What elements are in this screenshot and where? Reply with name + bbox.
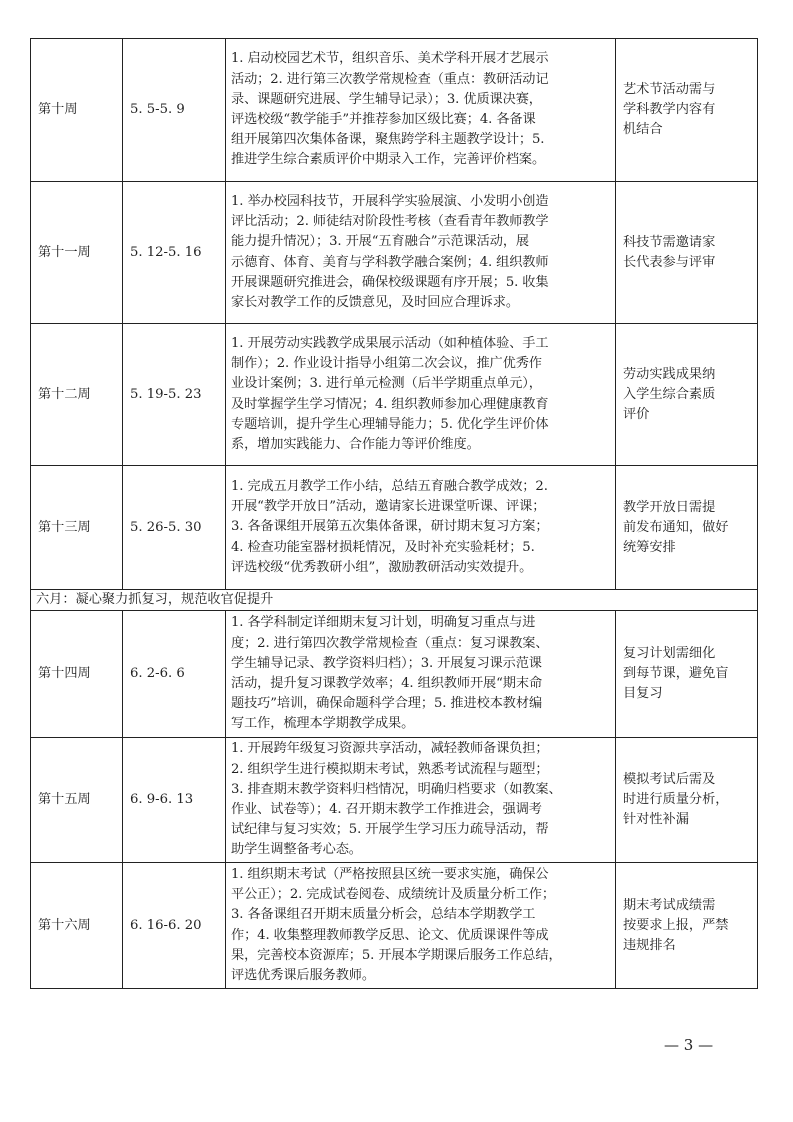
notes-cell-line: 评价 xyxy=(623,406,650,422)
content-cell-line: 家长对教学工作的反馈意见，及时回应合理诉求。 xyxy=(231,294,519,310)
content-cell-line: 作业、试卷等）；4. 召开期末教学工作推进会，强调考 xyxy=(231,802,542,817)
dates-cell: 5. 26-5. 30 xyxy=(123,466,226,590)
notes-cell-line: 时进行质量分析， xyxy=(623,792,729,807)
content-cell xyxy=(226,611,616,738)
dates-cell: 6. 9-6. 13 xyxy=(123,738,226,863)
content-cell-line: 评比活动；2. 师徒结对阶段性考核（查看青年教师教学 xyxy=(231,214,549,230)
content-cell-line: 3. 排查期末教学资料归档情况，明确归档要求（如教案、 xyxy=(231,781,562,797)
content-cell-line: 助学生调整备考心态。 xyxy=(231,842,362,858)
content-cell-line: 1. 开展跨年级复习资源共享活动，减轻教师备课负担； xyxy=(231,741,549,757)
notes-cell-line: 入学生综合素质 xyxy=(623,386,716,402)
content-cell-line: 写工作，梳理本学期教学成果。 xyxy=(231,716,415,732)
content-cell-line: 3. 各备课组召开期末质量分析会，总结本学期教学工 xyxy=(231,907,536,923)
table-row xyxy=(31,39,758,182)
content-cell xyxy=(226,182,616,324)
content-cell-line: 示德育、体育、美育与学科教学融合案例；4. 组织教师 xyxy=(231,254,549,270)
notes-cell-line: 劳动实践成果纳 xyxy=(623,366,716,382)
notes-cell-line: 机结合 xyxy=(623,122,663,137)
notes-cell-line: 复习计划需细化 xyxy=(623,646,716,661)
notes-cell xyxy=(616,863,758,989)
notes-cell xyxy=(616,738,758,863)
notes-cell-line: 模拟考试后需及 xyxy=(623,772,716,787)
dates-cell: 6. 2-6. 6 xyxy=(123,611,226,738)
dates-cell: 5. 19-5. 23 xyxy=(123,324,226,466)
month-heading: 六月：凝心聚力抓复习，规范收官促提升 xyxy=(31,590,758,611)
week-cell: 第十一周 xyxy=(31,182,123,324)
table-row xyxy=(31,466,758,590)
table-row xyxy=(31,182,758,324)
content-cell-line: 业设计案例；3. 进行单元检测（后半学期重点单元）， xyxy=(231,376,542,392)
content-cell-line: 试纪律与复习实效；5. 开展学生学习压力疏导活动，帮 xyxy=(231,822,549,838)
schedule-table xyxy=(30,38,758,989)
content-cell-line: 能力提升情况）；3. 开展“五育融合”示范课活动，展 xyxy=(231,234,529,250)
table-row xyxy=(31,324,758,466)
notes-cell-line: 科技节需邀请家 xyxy=(623,234,716,250)
notes-cell-line: 针对性补漏 xyxy=(623,812,689,827)
notes-cell-line: 按要求上报，严禁 xyxy=(623,917,729,933)
notes-cell xyxy=(616,466,758,590)
notes-cell-line: 目复习 xyxy=(623,686,663,701)
content-cell-line: 2. 组织学生进行模拟期末考试，熟悉考试流程与题型； xyxy=(231,761,549,777)
notes-cell-line: 违规排名 xyxy=(623,937,676,953)
content-cell-line: 活动，提升复习课教学效率；4. 组织教师开展“期末命 xyxy=(231,676,543,691)
content-cell-line: 平公正）；2. 完成试卷阅卷、成绩统计及质量分析工作； xyxy=(231,887,555,903)
content-cell-line: 1. 各学科制定详细期末复习计划，明确复习重点与进 xyxy=(231,615,536,631)
notes-cell xyxy=(616,611,758,738)
week-cell: 第十二周 xyxy=(31,324,123,466)
notes-cell-line: 期末考试成绩需 xyxy=(623,897,716,913)
week-cell: 第十四周 xyxy=(31,611,123,738)
notes-cell-line: 教学开放日需提 xyxy=(623,499,716,515)
content-cell-line: 题技巧”培训，确保命题科学合理；5. 推进校本教材编 xyxy=(231,696,543,712)
content-cell-line: 3. 各备课组开展第五次集体备课，研讨期末复习方案； xyxy=(231,519,549,535)
content-cell-line: 1. 完成五月教学工作小结，总结五育融合教学成效；2. xyxy=(231,478,548,494)
notes-cell xyxy=(616,182,758,324)
content-cell-line: 1. 举办校园科技节，开展科学实验展演、小发明小创造 xyxy=(231,193,549,209)
content-cell xyxy=(226,324,616,466)
page-number: — 3 — xyxy=(664,1036,714,1054)
content-cell-line: 评选优秀课后服务教师。 xyxy=(231,967,375,983)
dates-cell: 6. 16-6. 20 xyxy=(123,863,226,989)
content-cell-line: 1. 组织期末考试（严格按照县区统一要求实施，确保公 xyxy=(231,866,549,882)
notes-cell-line: 艺术节活动需与 xyxy=(623,82,716,97)
content-cell-line: 开展课题研究推进会，确保校级课题有序开展；5. 收集 xyxy=(231,274,549,290)
content-cell-line: 开展“教学开放日”活动，邀请家长进课堂听课、评课； xyxy=(231,499,546,515)
content-cell-line: 录、课题研究进展、学生辅导记录）；3. 优质课决赛， xyxy=(231,91,542,107)
content-cell-line: 专题培训，提升学生心理辅导能力；5. 优化学生评价体 xyxy=(231,416,549,432)
table-row xyxy=(31,611,758,738)
table-row xyxy=(31,738,758,863)
content-cell-line: 及时掌握学生学习情况；4. 组织教师参加心理健康教育 xyxy=(231,396,549,412)
notes-cell-line: 长代表参与评审 xyxy=(623,254,716,270)
week-cell: 第十三周 xyxy=(31,466,123,590)
content-cell-line: 评选校级“教学能手”并推荐参加区级比赛；4. 各备课 xyxy=(231,112,536,127)
week-cell: 第十五周 xyxy=(31,738,123,863)
content-cell xyxy=(226,39,616,182)
content-cell xyxy=(226,863,616,989)
content-cell-line: 制作）；2. 作业设计指导小组第二次会议，推广优秀作 xyxy=(231,356,542,372)
week-cell: 第十周 xyxy=(31,39,123,182)
table-row xyxy=(31,863,758,989)
content-cell-line: 度；2. 进行第四次教学常规检查（重点：复习课教案、 xyxy=(231,635,549,651)
month-heading-row xyxy=(31,590,758,611)
notes-cell-line: 到每节课，避免盲 xyxy=(623,666,729,681)
dates-cell: 5. 5-5. 9 xyxy=(123,39,226,182)
notes-cell xyxy=(616,39,758,182)
content-cell-line: 1. 启动校园艺术节，组织音乐、美术学科开展才艺展示 xyxy=(231,51,549,67)
content-cell-line: 果，完善校本资源库；5. 开展本学期课后服务工作总结， xyxy=(231,947,562,963)
content-cell-line: 1. 开展劳动实践教学成果展示活动（如种植体验、手工 xyxy=(231,335,549,351)
notes-cell-line: 统筹安排 xyxy=(623,539,676,555)
content-cell-line: 系，增加实践能力、合作能力等评价维度。 xyxy=(231,436,480,452)
content-cell xyxy=(226,738,616,863)
notes-cell xyxy=(616,324,758,466)
notes-cell-line: 学科教学内容有 xyxy=(623,102,716,117)
content-cell-line: 学生辅导记录、教学资料归档）；3. 开展复习课示范课 xyxy=(231,655,542,671)
content-cell-line: 4. 检查功能室器材损耗情况，及时补充实验耗材；5. xyxy=(231,539,535,555)
notes-cell-line: 前发布通知，做好 xyxy=(623,519,729,535)
content-cell xyxy=(226,466,616,590)
content-cell-line: 活动；2. 进行第三次教学常规检查（重点：教研活动记 xyxy=(231,71,549,87)
content-cell-line: 评选校级“优秀教研小组”，激励教研活动实效提升。 xyxy=(231,559,533,575)
content-cell-line: 组开展第四次集体备课，聚焦跨学科主题教学设计；5. xyxy=(231,132,545,148)
content-cell-line: 推进学生综合素质评价中期录入工作，完善评价档案。 xyxy=(231,152,546,168)
content-cell-line: 作；4. 收集整理教师教学反思、论文、优质课课件等成 xyxy=(231,927,549,943)
week-cell: 第十六周 xyxy=(31,863,123,989)
dates-cell: 5. 12-5. 16 xyxy=(123,182,226,324)
